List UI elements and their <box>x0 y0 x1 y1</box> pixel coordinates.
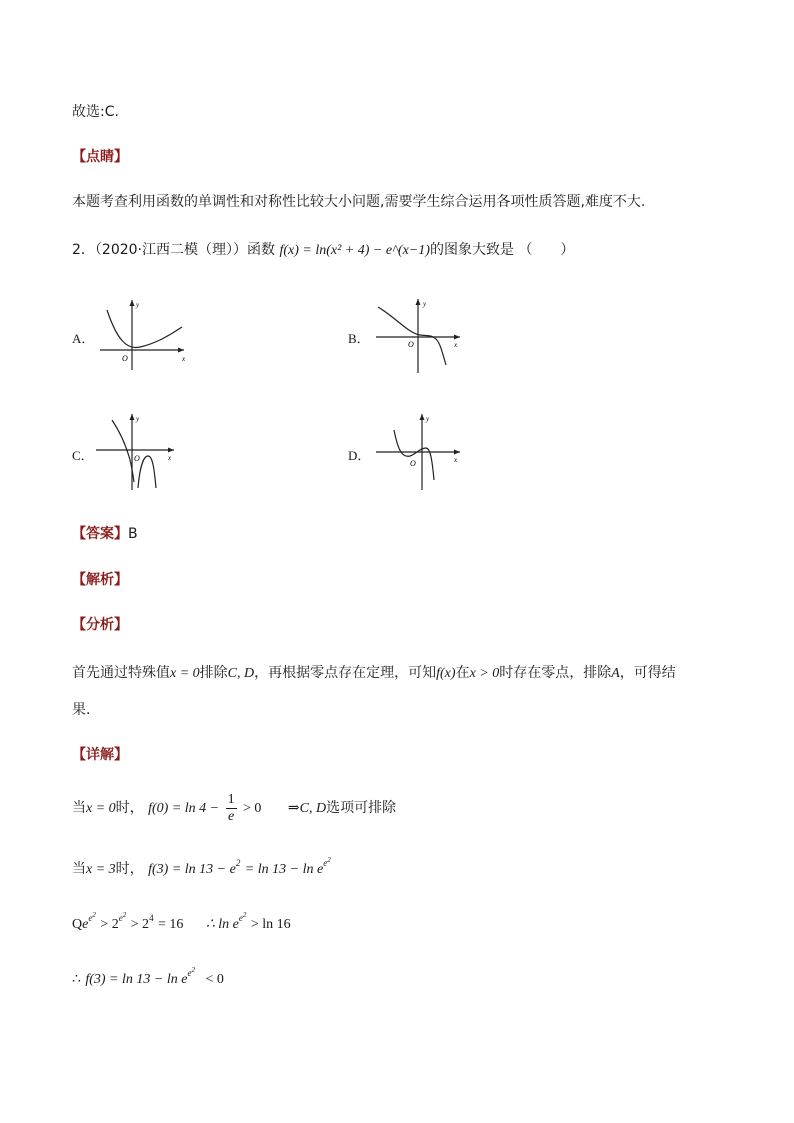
heading-dianjing: 【点睛】 <box>72 149 128 165</box>
d4-therefore: ∴ <box>72 972 81 987</box>
x-axis-arrow <box>168 448 174 453</box>
option-c-label: C． <box>72 448 94 463</box>
x-label: x <box>182 355 186 363</box>
d1-fraction <box>226 792 237 825</box>
origin-label: O <box>134 454 140 463</box>
question-function: f(x) = ln(x² + 4) − e^(x−1) <box>279 243 430 258</box>
y-label: y <box>426 415 430 423</box>
fenxi-text-3: ，再根据零点存在定理，可知 <box>254 665 437 681</box>
dianjing-text: 本题考查利用函数的单调性和对称性比较大小问题,需要学生综合运用各项性质答题,难度不大. <box>72 194 646 210</box>
fenxi-text-6: ，可得结 <box>619 665 676 681</box>
d2-math-m: = ln 13 − ln e <box>244 862 324 877</box>
d1-numerator: 1 <box>227 791 235 807</box>
fenxi-line-2: 果. <box>72 702 91 718</box>
detail-line-4 <box>72 960 224 990</box>
origin-label: O <box>408 340 414 349</box>
d1-text-b: 时， <box>115 800 144 816</box>
x-label: x <box>454 341 458 349</box>
d3-math-gt2: > 2 <box>130 917 150 932</box>
d2-sup-e2: e2 <box>323 856 331 868</box>
d3-because-symbol: Q <box>72 917 83 932</box>
d1-text-a: 当 <box>72 800 86 816</box>
option-a-label: A． <box>72 331 95 346</box>
d1-denominator: e <box>227 808 235 824</box>
x-axis-arrow <box>454 335 460 340</box>
detail-line-1 <box>72 790 396 826</box>
fenxi-text-2: 排除 <box>199 665 228 681</box>
option-b-label: B． <box>348 331 370 346</box>
question-line <box>72 240 574 261</box>
d1-math-x: x = 0 <box>86 801 116 816</box>
fenxi-math-x0: x = 0 <box>170 666 200 681</box>
detail-line-2 <box>72 850 331 880</box>
curve <box>378 307 446 365</box>
fenxi-math-a: A <box>611 666 620 681</box>
option-b-graph <box>370 295 470 375</box>
d1-math-f: f(0) = ln 4 − <box>148 801 220 816</box>
y-label: y <box>423 300 427 308</box>
y-label: y <box>136 415 140 423</box>
fenxi-text-4: 在 <box>455 665 470 681</box>
origin-label: O <box>122 354 128 363</box>
d3-sup-e2-c: e2 <box>238 911 247 923</box>
d2-math-x: x = 3 <box>86 862 116 877</box>
conclusion-line: 故选:C. <box>72 104 119 120</box>
answer-line <box>72 524 138 544</box>
d2-sup-2: 2 <box>235 858 241 868</box>
detail-line-3 <box>72 905 291 935</box>
d4-math-lt: < 0 <box>205 972 224 987</box>
fenxi-math-cd: C, D <box>227 666 255 681</box>
d3-sup-e2-a: e2 <box>88 911 96 923</box>
d3-math-therefore: ∴ ln e <box>205 917 239 932</box>
y-axis-arrow <box>416 299 421 305</box>
d2-text-b: 时， <box>115 861 144 877</box>
curve <box>394 430 434 480</box>
d3-sup-e2-b: e2 <box>118 911 127 923</box>
y-axis-arrow <box>130 414 135 420</box>
question-number: 2． <box>72 242 95 258</box>
x-label: x <box>454 456 458 464</box>
question-tail: 的图象大致是 （ ） <box>429 242 575 258</box>
d3-sup-4: 4 <box>149 913 154 923</box>
y-axis-arrow <box>130 300 135 306</box>
d1-implies: ⇒ <box>287 801 300 816</box>
origin-label: O <box>410 459 416 468</box>
d2-math-f: f(3) = ln 13 − e <box>148 862 236 877</box>
fenxi-text-1: 首先通过特殊值 <box>72 665 170 681</box>
answer-value: B <box>128 526 138 542</box>
curve-left <box>112 420 134 482</box>
d1-math-cd: C, D <box>299 801 327 816</box>
x-label: x <box>168 454 172 462</box>
d3-math-eq: = 16 <box>158 917 184 932</box>
curve-right <box>138 456 156 488</box>
heading-answer: 【答案】 <box>72 526 128 542</box>
fenxi-line-1 <box>72 663 676 684</box>
curve <box>107 310 182 348</box>
option-c-graph <box>92 410 182 492</box>
fenxi-math-fx: f(x) <box>436 666 456 681</box>
d1-math-gt: > 0 <box>243 801 262 816</box>
option-a-graph <box>92 295 192 375</box>
fenxi-text-5: 时存在零点，排除 <box>499 665 612 681</box>
d3-math-gt3: > ln 16 <box>250 917 291 932</box>
y-label: y <box>136 301 140 309</box>
question-source: （2020·江西二模（理））函数 <box>94 242 276 258</box>
d3-math-gt1: > 2 <box>100 917 119 932</box>
x-axis-arrow <box>454 450 460 455</box>
d4-math-f: f(3) = ln 13 − ln e <box>85 972 188 987</box>
heading-jiexi: 【解析】 <box>72 572 128 588</box>
d3-math-e: e <box>82 917 89 932</box>
option-d-label: D． <box>348 448 371 463</box>
heading-xiangjie: 【详解】 <box>72 747 128 763</box>
fenxi-math-xg0: x > 0 <box>469 666 500 681</box>
option-d-graph <box>370 410 470 492</box>
d4-sup-e2: e2 <box>187 966 195 978</box>
heading-fenxi: 【分析】 <box>72 617 128 633</box>
d2-text-a: 当 <box>72 861 86 877</box>
y-axis-arrow <box>420 414 425 420</box>
x-axis-arrow <box>178 348 184 353</box>
d1-text-c: 选项可排除 <box>326 800 397 816</box>
